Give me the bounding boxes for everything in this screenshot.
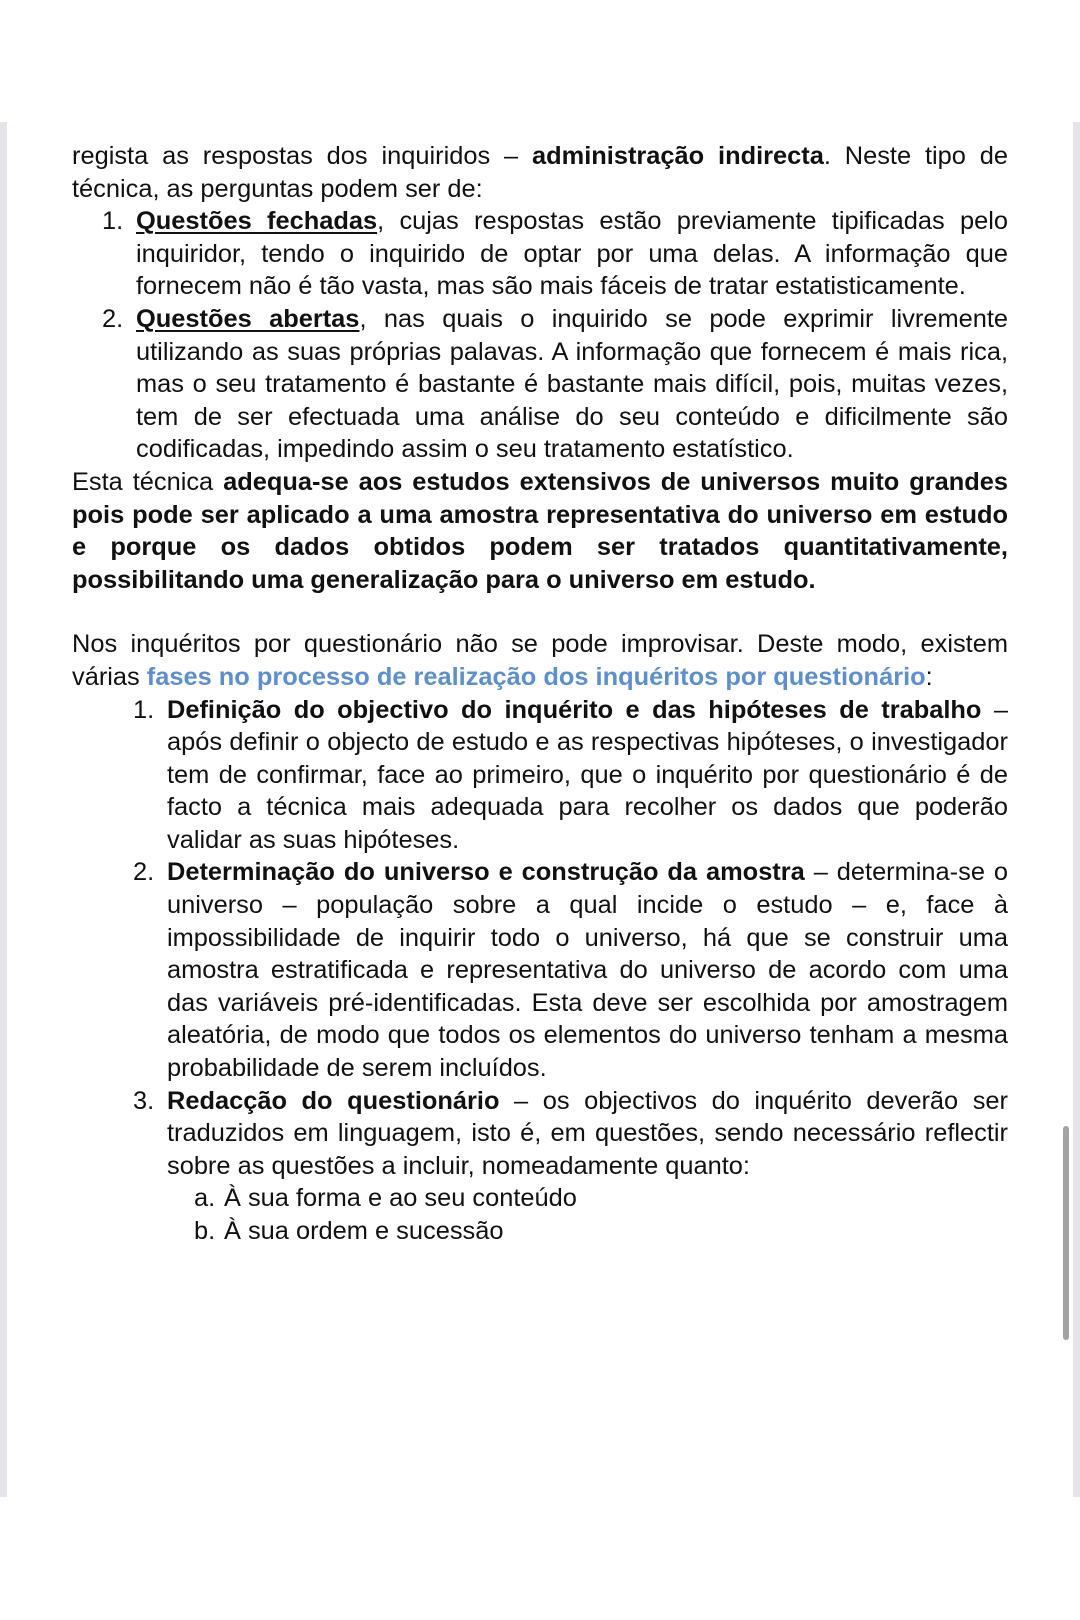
list-number: 1.: [133, 695, 155, 724]
page-edge-right: [1073, 122, 1080, 1497]
sub-list-text: À sua ordem e sucessão: [224, 1217, 504, 1245]
document-content: [72, 140, 1008, 1248]
phase-title: Definição do objectivo do inquérito e das hipóteses de trabalho: [167, 695, 982, 724]
phases-intro-text: Nos inquéritos por questionário não se pode improvisar. Deste modo, existem várias: [72, 630, 1008, 691]
intro-text-end: . Neste tipo de técnica, as perguntas podem ser de:: [72, 142, 1008, 203]
sub-list-text: À sua forma e ao seu conteúdo: [224, 1184, 577, 1213]
phase-title: Redacção do questionário: [167, 1086, 500, 1115]
intro-paragraph: [72, 140, 1008, 205]
closed-questions-description: , cujas respostas estão previamente tipificadas pelo inquiridor, tendo o inquirido de optar por uma delas. A informação que fornecem não é tão vasta, mas são mais fáceis de tratar estatisticamente.: [136, 207, 1009, 301]
list-number: 2.: [133, 858, 155, 887]
sub-list-letter: a.: [194, 1184, 216, 1213]
sub-list-item: [72, 1215, 1008, 1248]
phase-title: Determinação do universo e construção da amostra: [167, 858, 805, 887]
term-open-questions: Questões abertas: [136, 304, 360, 333]
list-item: [72, 694, 1008, 857]
list-item: [72, 1085, 1008, 1183]
list-item: [72, 205, 1008, 303]
technique-paragraph: [72, 466, 1008, 596]
intro-text: regista as respostas dos inquiridos –: [72, 142, 532, 170]
list-item: [72, 303, 1008, 466]
list-number: 2.: [102, 304, 124, 333]
technique-text: Esta técnica: [72, 467, 224, 496]
intro-bold-term: administração indirecta: [532, 142, 824, 170]
technique-bold-text: adequa-se aos estudos extensivos de universos muito grandes pois pode ser aplicado a uma amostra representativa do universo em estudo e porque os dados obtidos podem ser tratados quantitativamente, possibilitando uma generalização para o universo em estudo.: [72, 467, 1008, 594]
page-edge-left: [0, 122, 7, 1497]
phase-description: – os objectivos do inquérito deverão ser traduzidos em linguagem, isto é, em questões, sendo necessário reflectir sobre as questões a incluir, nomeadamente quanto:: [167, 1086, 1008, 1180]
sub-list-item: [72, 1182, 1008, 1215]
paragraph-gap: [72, 596, 1008, 628]
phases-list: [72, 694, 1008, 1248]
phase-description: – após definir o objecto de estudo e as respectivas hipóteses, o investigador tem de confirmar, face ao primeiro, que o inquérito por questionário é de facto a técnica mais adequada para recolher os dados que poderão validar as suas hipóteses.: [167, 695, 1008, 854]
question-types-list: [72, 205, 1008, 466]
list-number: 3.: [133, 1086, 155, 1115]
list-number: 1.: [102, 207, 124, 236]
phases-intro-colon: :: [925, 662, 933, 691]
list-item: [72, 856, 1008, 1084]
scrollbar-thumb[interactable]: [1063, 1126, 1069, 1340]
term-closed-questions: Questões fechadas: [136, 207, 378, 236]
phases-intro-paragraph: [72, 628, 1008, 693]
phase-description: – determina-se o universo – população sobre a qual incide o estudo – e, face à impossibilidade de inquirir todo o universo, há que se construir uma amostra estratificada e representativa do universo de acordo com uma das variáveis pré-identificadas. Esta deve ser escolhida por amostragem aleatória, de modo que todos os elementos do universo tenham a mesma probabilidade de serem incluídos.: [167, 858, 1009, 1083]
open-questions-description: , nas quais o inquirido se pode exprimir livremente utilizando as suas próprias palavas. A informação que fornecem é mais rica, mas o seu tratamento é bastante é bastante mais difícil, pois, muitas vezes, tem de ser efectuada uma análise do seu conteúdo e dificilmente são codificadas, impedindo assim o seu tratamento estatístico.: [136, 304, 1009, 464]
sub-list-letter: b.: [194, 1217, 216, 1245]
phases-highlight-link: fases no processo de realização dos inquéritos por questionário: [146, 662, 926, 691]
